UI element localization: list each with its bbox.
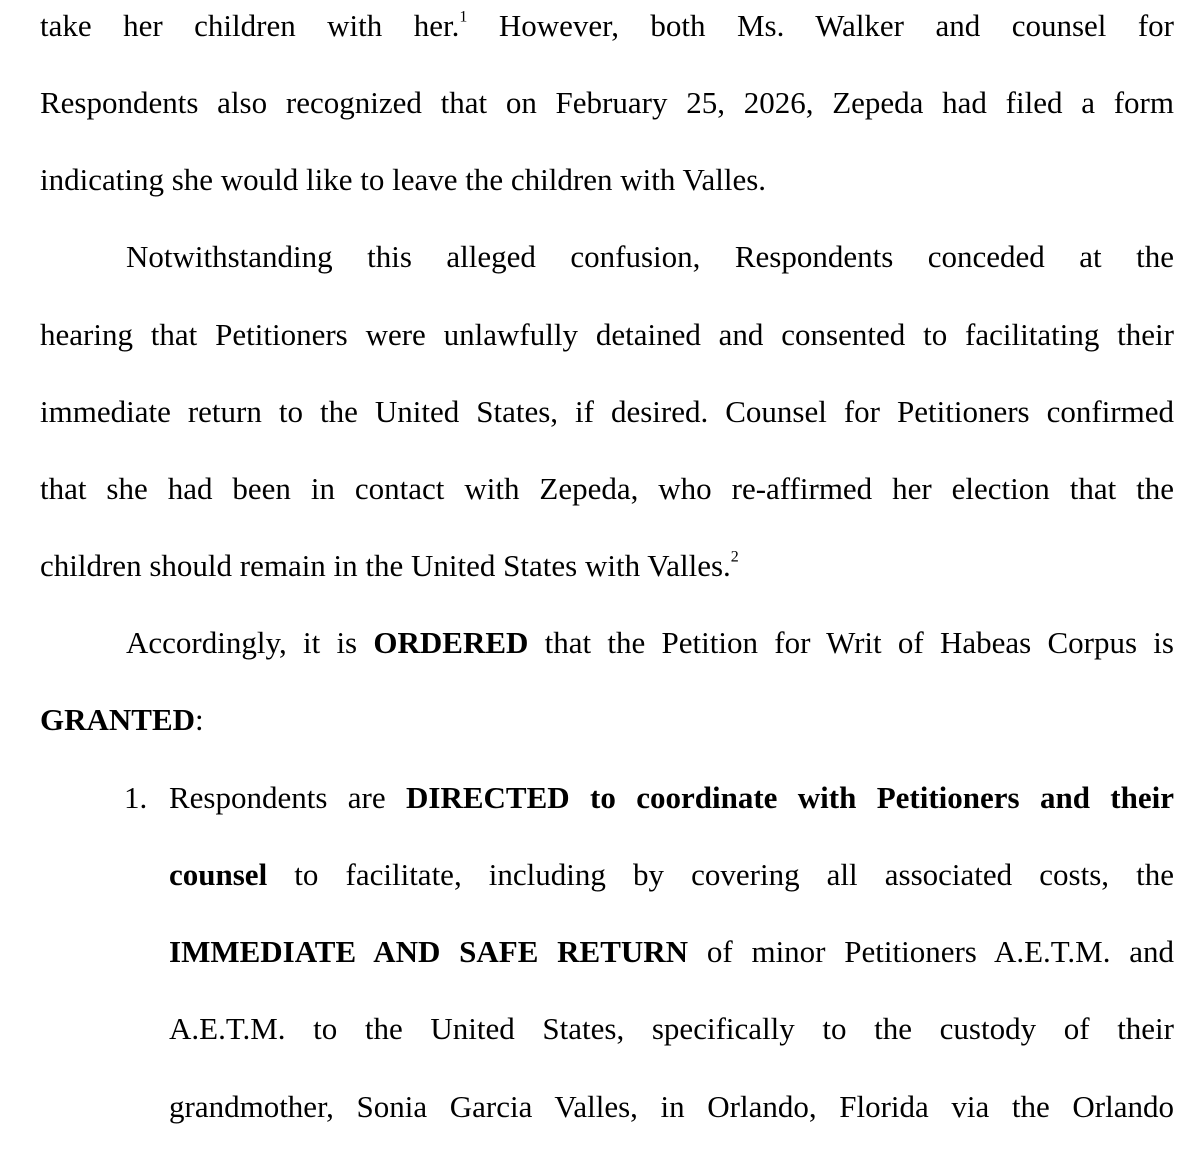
paragraph-2-line-2: hearing that Petitioners were unlawfully detained and consented to facilitating their [40, 317, 1174, 352]
text-run: Notwithstanding this alleged confusion, Respondents conceded at the [126, 239, 1174, 274]
bold-text-granted: GRANTED [40, 702, 196, 737]
bold-text-return: IMMEDIATE AND SAFE RETURN [169, 934, 689, 969]
text-run: Respondents are [169, 780, 407, 815]
paragraph-1-line-1 [40, 6, 1174, 46]
text-run: that the Petition for Writ of Habeas Corpus is [528, 625, 1174, 660]
footnote-ref-2[interactable]: 2 [730, 548, 739, 566]
text-run: take her children with her. [40, 8, 460, 43]
list-item-1-line-3 [169, 932, 1174, 972]
paragraph-2-line-3: immediate return to the United States, if desired. Counsel for Petitioners confirmed [40, 394, 1174, 429]
bold-text-ordered: ORDERED [373, 625, 529, 660]
paragraph-2-line-5 [40, 546, 1174, 586]
text-run: of minor Petitioners A.E.T.M. and [688, 934, 1174, 969]
text-run: : [195, 702, 204, 737]
paragraph-3-line-1 [40, 623, 1174, 663]
paragraph-2-line-1 [40, 237, 1174, 277]
bold-text-counsel: counsel [169, 857, 268, 892]
list-item-number: 1. [124, 780, 148, 815]
bold-text-directed: DIRECTED to coordinate with Petitioners and their [406, 780, 1174, 815]
paragraph-2-line-4: that she had been in contact with Zepeda, who re-affirmed her election that the [40, 471, 1174, 506]
text-run: children should remain in the United States with Valles. [40, 548, 731, 583]
text-run: to facilitate, including by covering all associated costs, the [267, 857, 1174, 892]
list-item-1-line-4: A.E.T.M. to the United States, specifically to the custody of their [169, 1011, 1174, 1046]
list-item-1-line-1 [169, 778, 1174, 818]
text-run: Accordingly, it is [126, 625, 374, 660]
paragraph-3-line-2 [40, 700, 1174, 740]
list-item-1-line-2 [169, 855, 1174, 895]
text-run: However, both Ms. Walker and counsel for [467, 8, 1174, 43]
paragraph-1-line-2: Respondents also recognized that on February 25, 2026, Zepeda had filed a form [40, 85, 1174, 120]
paragraph-1-line-3: indicating she would like to leave the children with Valles. [40, 162, 767, 197]
list-item-1-line-5: grandmother, Sonia Garcia Valles, in Orlando, Florida via the Orlando [169, 1089, 1174, 1124]
footnote-ref-1[interactable]: 1 [459, 8, 468, 26]
